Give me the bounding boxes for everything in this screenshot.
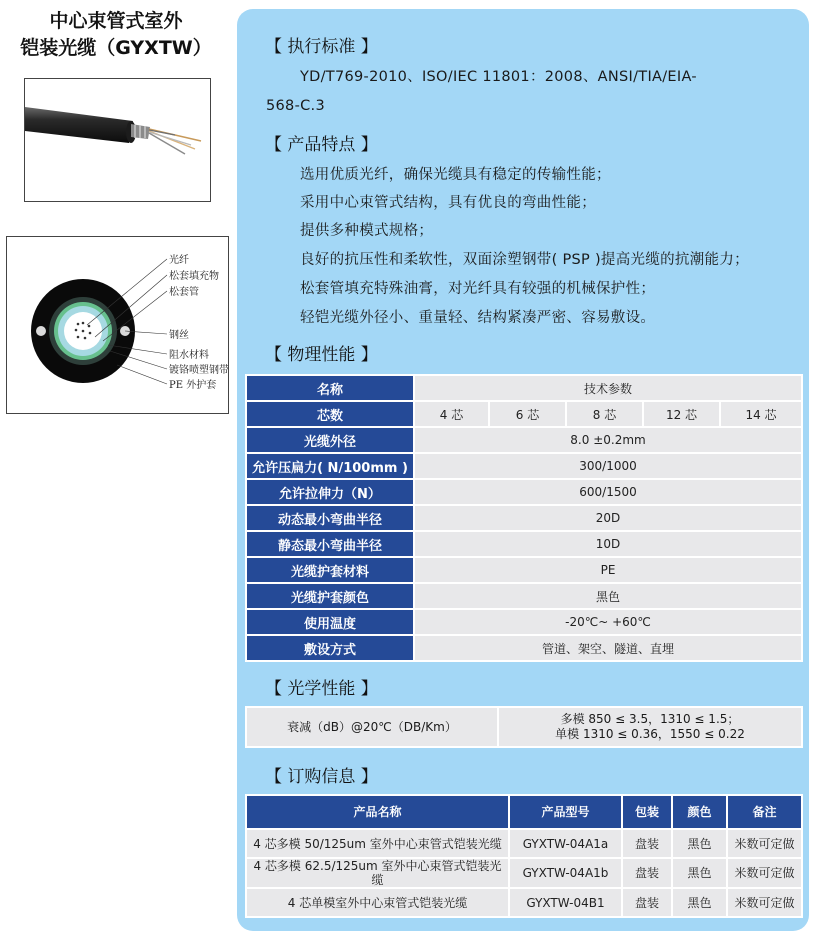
order-cell: 米数可定做 <box>727 888 802 917</box>
order-header-cell: 包装 <box>622 795 672 829</box>
table-row-value: -20℃~ +60℃ <box>414 609 802 635</box>
section-title-features: 【 产品特点 】 <box>265 135 378 155</box>
table-row-label: 动态最小弯曲半径 <box>246 505 414 531</box>
core-count-cell: 6 芯 <box>489 401 566 427</box>
table-row-label: 光缆外径 <box>246 427 414 453</box>
diagram-label-fiber: 光纤 <box>169 255 189 266</box>
optical-value-line2: 单模 1310 ≤ 0.36，1550 ≤ 0.22 <box>555 727 745 741</box>
diagram-label-water-block: 阻水材料 <box>169 350 209 361</box>
order-header-cell: 产品型号 <box>509 795 622 829</box>
table-row-label: 敷设方式 <box>246 635 414 661</box>
optical-value-line1: 多模 850 ≤ 3.5，1310 ≤ 1.5； <box>560 712 740 726</box>
feature-item: 采用中心束管式结构，具有优良的弯曲性能； <box>300 195 596 211</box>
feature-item: 提供多种模式规格； <box>300 223 434 239</box>
table-row <box>246 401 802 427</box>
order-cell: 黑色 <box>672 858 727 888</box>
table-row-value: PE <box>414 557 802 583</box>
table-row-value: 黑色 <box>414 583 802 609</box>
table-row-value: 20D <box>414 505 802 531</box>
order-cell: GYXTW-04A1a <box>509 829 622 858</box>
section-title-physical: 【 物理性能 】 <box>265 345 378 365</box>
table-row <box>246 375 802 401</box>
order-cell: 盘装 <box>622 829 672 858</box>
table-row-label: 允许压扁力( N/100mm ) <box>246 453 414 479</box>
table-row-label: 允许拉伸力（N） <box>246 479 414 505</box>
product-title-line2: 铠装光缆（GYXTW） <box>20 37 212 59</box>
order-cell: 黑色 <box>672 829 727 858</box>
table-header-name: 名称 <box>246 375 414 401</box>
table-row-value: 管道、架空、隧道、直埋 <box>414 635 802 661</box>
cable-photo <box>24 78 211 202</box>
table-row <box>246 427 802 453</box>
product-title-line1: 中心束管式室外 <box>49 10 183 32</box>
product-title <box>0 8 232 62</box>
table-row-label: 光缆护套颜色 <box>246 583 414 609</box>
table-row <box>246 609 802 635</box>
table-header-params: 技术参数 <box>414 375 802 401</box>
table-row <box>246 531 802 557</box>
order-cell: 盘装 <box>622 888 672 917</box>
order-cell: 4 芯单模室外中心束管式铠装光缆 <box>246 888 509 917</box>
section-title-standard: 【 执行标准 】 <box>265 37 378 57</box>
feature-item: 选用优质光纤，确保光缆具有稳定的传输性能； <box>300 167 611 183</box>
order-cell: 黑色 <box>672 888 727 917</box>
order-cell: 米数可定做 <box>727 829 802 858</box>
diagram-label-filler: 松套填充物 <box>169 271 219 282</box>
feature-item: 良好的抗压性和柔软性，双面涂塑钢带( PSP )提高光缆的抗潮能力； <box>300 252 749 268</box>
standard-text-line1: YD/T769-2010、ISO/IEC 11801：2008、ANSI/TIA/EIA- <box>300 69 697 85</box>
optical-properties-table <box>245 706 803 748</box>
order-cell: GYXTW-04B1 <box>509 888 622 917</box>
table-row-value: 10D <box>414 531 802 557</box>
cross-section-diagram <box>6 236 229 414</box>
core-count-cell: 4 芯 <box>414 401 489 427</box>
core-count-cell: 12 芯 <box>643 401 720 427</box>
diagram-label-loose-tube: 松套管 <box>169 287 199 298</box>
table-row <box>246 583 802 609</box>
table-row <box>246 888 802 917</box>
table-row-label: 使用温度 <box>246 609 414 635</box>
table-row <box>246 858 802 888</box>
standard-text-line2: 568-C.3 <box>266 98 325 114</box>
table-row-label: 静态最小弯曲半径 <box>246 531 414 557</box>
table-row <box>246 829 802 858</box>
core-count-cell: 8 芯 <box>566 401 643 427</box>
order-cell: 盘装 <box>622 858 672 888</box>
feature-item: 轻铠光缆外径小、重量轻、结构紧凑严密、容易敷设。 <box>300 310 656 326</box>
feature-item: 松套管填充特殊油膏，对光纤具有较强的机械保护性； <box>300 281 656 297</box>
section-title-optical: 【 光学性能 】 <box>265 679 378 699</box>
optical-attenuation-label: 衰减（dB）@20℃（DB/Km） <box>246 707 498 747</box>
table-row <box>246 557 802 583</box>
optical-attenuation-value <box>498 707 802 747</box>
table-row <box>246 635 802 661</box>
order-cell: 4 芯多模 62.5/125um 室外中心束管式铠装光缆 <box>246 858 509 888</box>
order-header-cell: 颜色 <box>672 795 727 829</box>
diagram-label-pe-jacket: PE 外护套 <box>169 380 217 391</box>
section-title-order: 【 订购信息 】 <box>265 767 378 787</box>
table-row <box>246 453 802 479</box>
order-cell: GYXTW-04A1b <box>509 858 622 888</box>
table-row-value: 8.0 ±0.2mm <box>414 427 802 453</box>
diagram-label-steel-wire: 钢丝 <box>169 330 189 341</box>
cable-photo-image <box>25 79 210 201</box>
order-cell: 4 芯多模 50/125um 室外中心束管式铠装光缆 <box>246 829 509 858</box>
table-row <box>246 479 802 505</box>
table-row-value: 300/1000 <box>414 453 802 479</box>
order-info-table <box>245 794 803 918</box>
table-row <box>246 505 802 531</box>
table-row-label: 芯数 <box>246 401 414 427</box>
diagram-label-steel-tape: 镀铬喷塑钢带 <box>169 365 228 376</box>
table-row-label: 光缆护套材料 <box>246 557 414 583</box>
table-header-row <box>246 795 802 829</box>
table-row-value: 600/1500 <box>414 479 802 505</box>
physical-properties-table <box>245 374 803 662</box>
cross-section-image <box>7 237 228 413</box>
order-header-cell: 产品名称 <box>246 795 509 829</box>
order-header-cell: 备注 <box>727 795 802 829</box>
core-count-cell: 14 芯 <box>720 401 802 427</box>
table-row <box>246 707 802 747</box>
order-cell: 米数可定做 <box>727 858 802 888</box>
